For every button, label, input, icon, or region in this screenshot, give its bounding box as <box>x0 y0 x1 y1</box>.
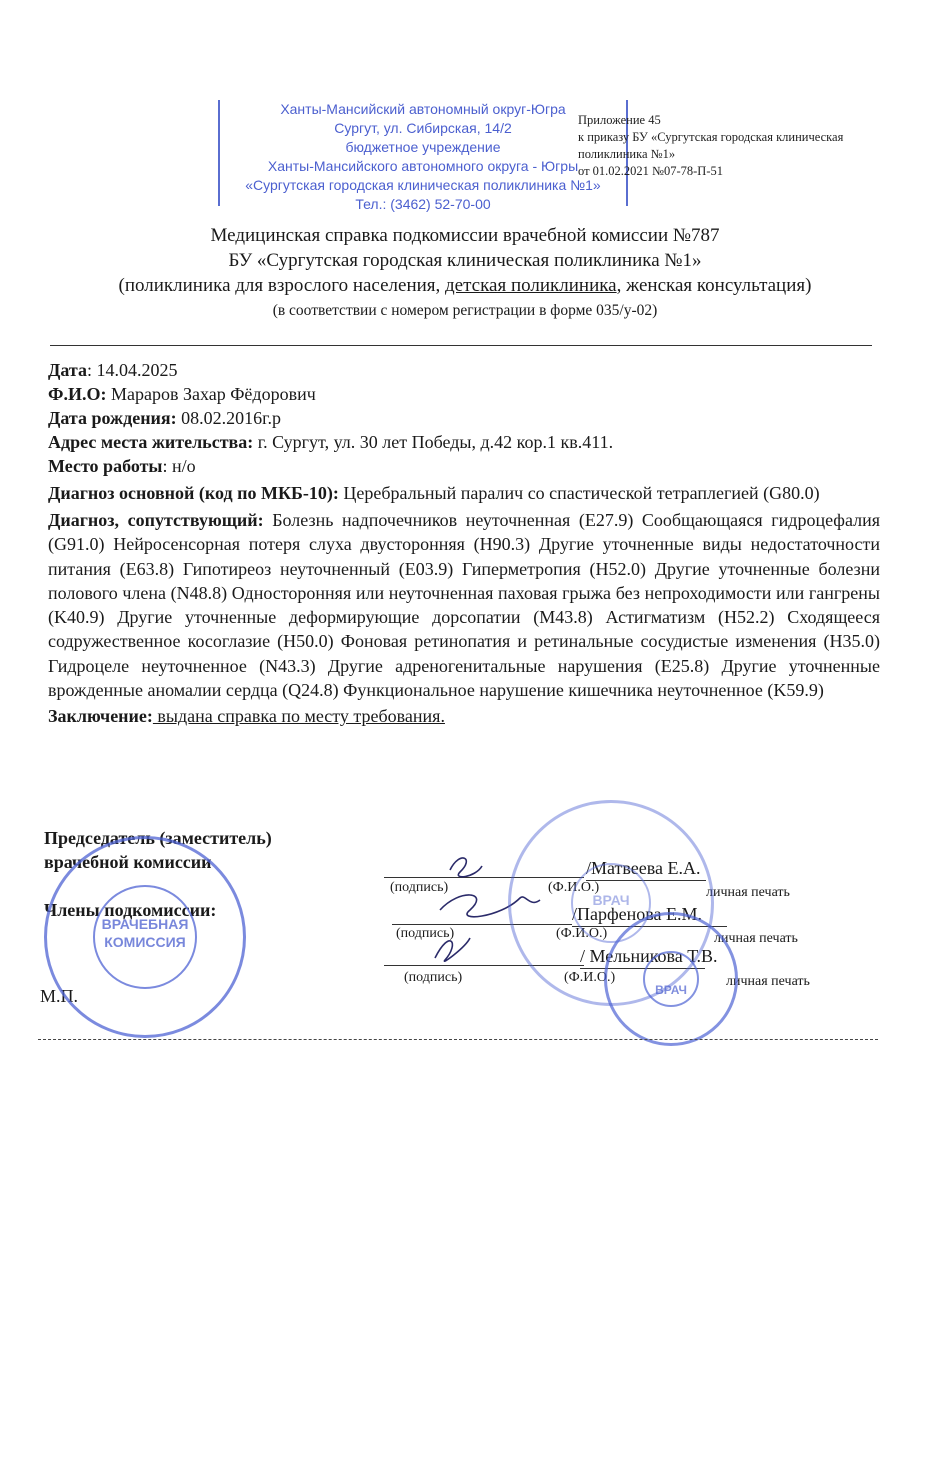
conclusion-label: Заключение: <box>48 706 153 727</box>
appendix-line: от 01.02.2021 №07-78-П-51 <box>578 164 723 178</box>
commission-stamp <box>44 836 246 1038</box>
stamp-line: бюджетное учреждение <box>345 139 501 155</box>
registration-note: (в соответствии с номером регистрации в форме 035/у-02) <box>272 302 658 319</box>
members-label: Члены подкомиссии: <box>44 900 217 920</box>
stamp-center-text: ВРАЧ <box>592 892 630 908</box>
date-row <box>48 358 880 382</box>
institution-stamp <box>218 100 628 212</box>
address-label: Адрес места жительства: <box>48 432 254 452</box>
address-value: г. Сургут, ул. 30 лет Победы, д.42 кор.1 кв.411. <box>253 432 614 452</box>
fio-label: Ф.И.О: <box>48 384 107 404</box>
appendix-line: Приложение 45 <box>578 113 661 127</box>
bottom-divider <box>38 1039 878 1040</box>
department-text: (поликлиника для взрослого населения, <box>118 275 446 296</box>
signature-caption: (подпись) <box>404 970 463 985</box>
work-value: : н/о <box>162 456 196 476</box>
personal-seal-caption: личная печать <box>726 974 810 989</box>
signer-name-1: /Матвеева Е.А. <box>586 858 701 878</box>
appendix-line: поликлиника №1» <box>578 147 676 161</box>
stamp-line: Сургут, ул. Сибирская, 14/2 <box>334 120 512 136</box>
doctor-stamp <box>604 912 738 1046</box>
document-title: Медицинская справка подкомиссии врачебной комиссии №787 <box>210 225 720 246</box>
organization-name: БУ «Сургутская городская клиническая поликлиника №1» <box>228 250 702 271</box>
fio-value: Мараров Захар Фёдорович <box>106 384 316 404</box>
document-header <box>30 223 900 323</box>
department-selected: детская поликлиника <box>445 275 617 296</box>
stamp-center-text <box>95 915 195 951</box>
stamp-line: Ханты-Мансийского автономного округа - Югры <box>267 158 579 174</box>
co-diagnosis-label: Диагноз, сопутствующий: <box>48 510 264 530</box>
conclusion-row <box>48 704 880 728</box>
main-diagnosis-row <box>48 481 880 505</box>
conclusion-value: выдана справка по месту требования. <box>152 706 445 727</box>
signature-caption: (подпись) <box>396 926 455 941</box>
department-text: , женская консультация) <box>616 275 812 296</box>
appendix-line: к приказу БУ «Сургутская городская клиническая <box>578 130 844 144</box>
main-diagnosis-label: Диагноз основной (код по МКБ-10): <box>48 483 339 503</box>
fio-caption: (Ф.И.О.) <box>548 880 600 895</box>
fio-row <box>48 382 880 406</box>
header-divider <box>50 345 872 346</box>
signer-name-2: /Парфенова Е.М. <box>572 904 703 924</box>
dob-label: Дата рождения: <box>48 408 177 428</box>
signature-caption: (подпись) <box>390 880 449 895</box>
co-diagnosis-row <box>48 508 880 702</box>
chair-label-2: врачебной комиссии <box>44 852 212 872</box>
work-label: Место работы <box>48 456 163 476</box>
stamp-line: Тел.: (3462) 52-70-00 <box>355 196 491 212</box>
fio-caption: (Ф.И.О.) <box>564 970 616 985</box>
main-diagnosis-value: Церебральный паралич со спастической тетраплегией (G80.0) <box>338 483 820 503</box>
seal-place-label: М.П. <box>40 986 79 1006</box>
department-line <box>30 273 900 298</box>
co-diagnosis-value: Болезнь надпочечников неуточненная (E27.9) Сообщающаяся гидроцефалия (G91.0) Нейросенсорная потеря слуха двусторонняя (H90.3) Другие уточненные виды недостаточности питания (E63.8) Гипотиреоз неуточненный (E03.9) Гиперметропия (H52.0) Другие уточненные болезни полового члена (N48.8) Односторонняя или неуточненная паховая грыжа без непроходимости или гангрены (K40.9) Другие уточненные деформирующие дорсопатии (M43.8) Астигматизм (H52.2) Сходящееся содружественное косоглазие (H50.0) Фоновая ретинопатия и ретинальные сосудистые изменения (H35.0) Гидроцеле неуточненное (N43.3) Другие адреногенитальные нарушения (E25.8) Другие уточненные врожденные аномалии сердца (Q24.8) Функциональное нарушение кишечника неуточненное (K59.9) <box>48 510 880 701</box>
stamp-center-line: ВРАЧЕБНАЯ <box>101 916 189 932</box>
date-value: : 14.04.2025 <box>86 360 178 380</box>
chair-label: Председатель (заместитель) <box>44 828 272 848</box>
stamp-center-line: КОМИССИЯ <box>104 934 186 950</box>
stamp-line: «Сургутская городская клиническая поликлиника №1» <box>245 177 601 193</box>
signer-name-3: / Мельникова Т.В. <box>580 946 718 966</box>
date-label: Дата <box>48 360 87 380</box>
fio-caption: (Ф.И.О.) <box>556 926 608 941</box>
dob-value: 08.02.2016г.р <box>176 408 282 428</box>
personal-seal-caption: личная печать <box>714 931 798 946</box>
appendix-reference <box>578 112 898 180</box>
stamp-center-text: ВРАЧ <box>655 983 687 997</box>
personal-seal-caption: личная печать <box>706 885 790 900</box>
address-row <box>48 430 880 454</box>
work-row <box>48 454 880 478</box>
certificate-fields <box>48 358 880 728</box>
stamp-line: Ханты-Мансийский автономный округ-Югра <box>280 101 566 117</box>
dob-row <box>48 406 880 430</box>
